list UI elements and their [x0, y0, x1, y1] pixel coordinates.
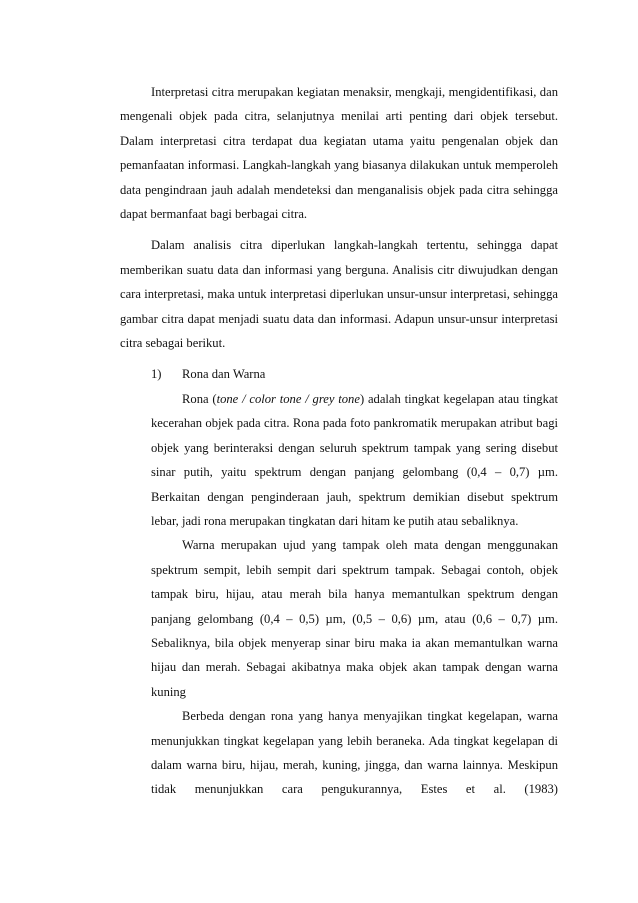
- paragraph-rona: [151, 387, 558, 533]
- list-item-heading: [151, 362, 558, 386]
- rona-italic-terms: tone / color tone / grey tone: [216, 391, 360, 406]
- rona-prefix: Rona (: [182, 391, 217, 406]
- list-item-rona-warna: [120, 362, 558, 801]
- paragraph-warna: Warna merupakan ujud yang tampak oleh mata dengan menggunakan spektrum sempit, lebih sempit dari spektrum tampak. Sebagai contoh, objek tampak biru, hijau, atau merah bila hanya memantulkan spektrum dengan panjang gelombang (0,4 – 0,5) µm, (0,5 – 0,6) µm, atau (0,6 – 0,7) µm. Sebaliknya, bila objek menyerap sinar biru maka ia akan memantulkan warna hijau dan merah. Sebagai akibatnya maka objek akan tampak dengan warna kuning: [151, 538, 558, 699]
- paragraph-interpretasi: Interpretasi citra merupakan kegiatan menaksir, mengkaji, mengidentifikasi, dan mengenali objek pada citra, selanjutnya menilai arti penting dari objek tersebut. Dalam interpretasi citra terdapat dua kegiatan utama yaitu pengenalan objek dan pemanfaatan informasi. Langkah-langkah yang biasanya dilakukan untuk memperoleh data pengindraan jauh adalah mendeteksi dan menganalisis objek pada citra sehingga dapat bermanfaat bagi berbagai citra.: [120, 85, 558, 222]
- paragraph-analisis: Dalam analisis citra diperlukan langkah-langkah tertentu, sehingga dapat memberikan suatu data dan informasi yang berguna. Analisis citr diwujudkan dengan cara interpretasi, maka untuk interpretasi diperlukan unsur-unsur interpretasi, sehingga gambar citra dapat menjadi suatu data dan informasi. Adapun unsur-unsur interpretasi citra sebagai berikut.: [120, 238, 558, 351]
- list-title: Rona dan Warna: [182, 367, 266, 382]
- document-page: [120, 80, 558, 802]
- paragraph-berbeda: Berbeda dengan rona yang hanya menyajikan tingkat kegelapan, warna menunjukkan tingkat kegelapan yang lebih beraneka. Ada tingkat kegelapan di dalam warna biru, hijau, merah, kuning, jingga, dan warna lainnya. Meskipun tidak menunjukkan cara pengukurannya, Estes et al. (1983): [151, 709, 558, 797]
- rona-suffix: ) adalah tingkat kegelapan atau tingkat kecerahan objek pada citra. Rona pada foto pankromatik merupakan atribut bagi objek yang berinteraksi dengan seluruh spektrum tampak yang sering disebut sinar putih, yaitu spektrum dengan panjang gelombang (0,4 – 0,7) µm. Berkaitan dengan penginderaan jauh, spektrum demikian disebut spektrum lebar, jadi rona merupakan tingkatan dari hitam ke putih atau sebaliknya.: [151, 391, 558, 528]
- list-number: 1): [151, 367, 162, 382]
